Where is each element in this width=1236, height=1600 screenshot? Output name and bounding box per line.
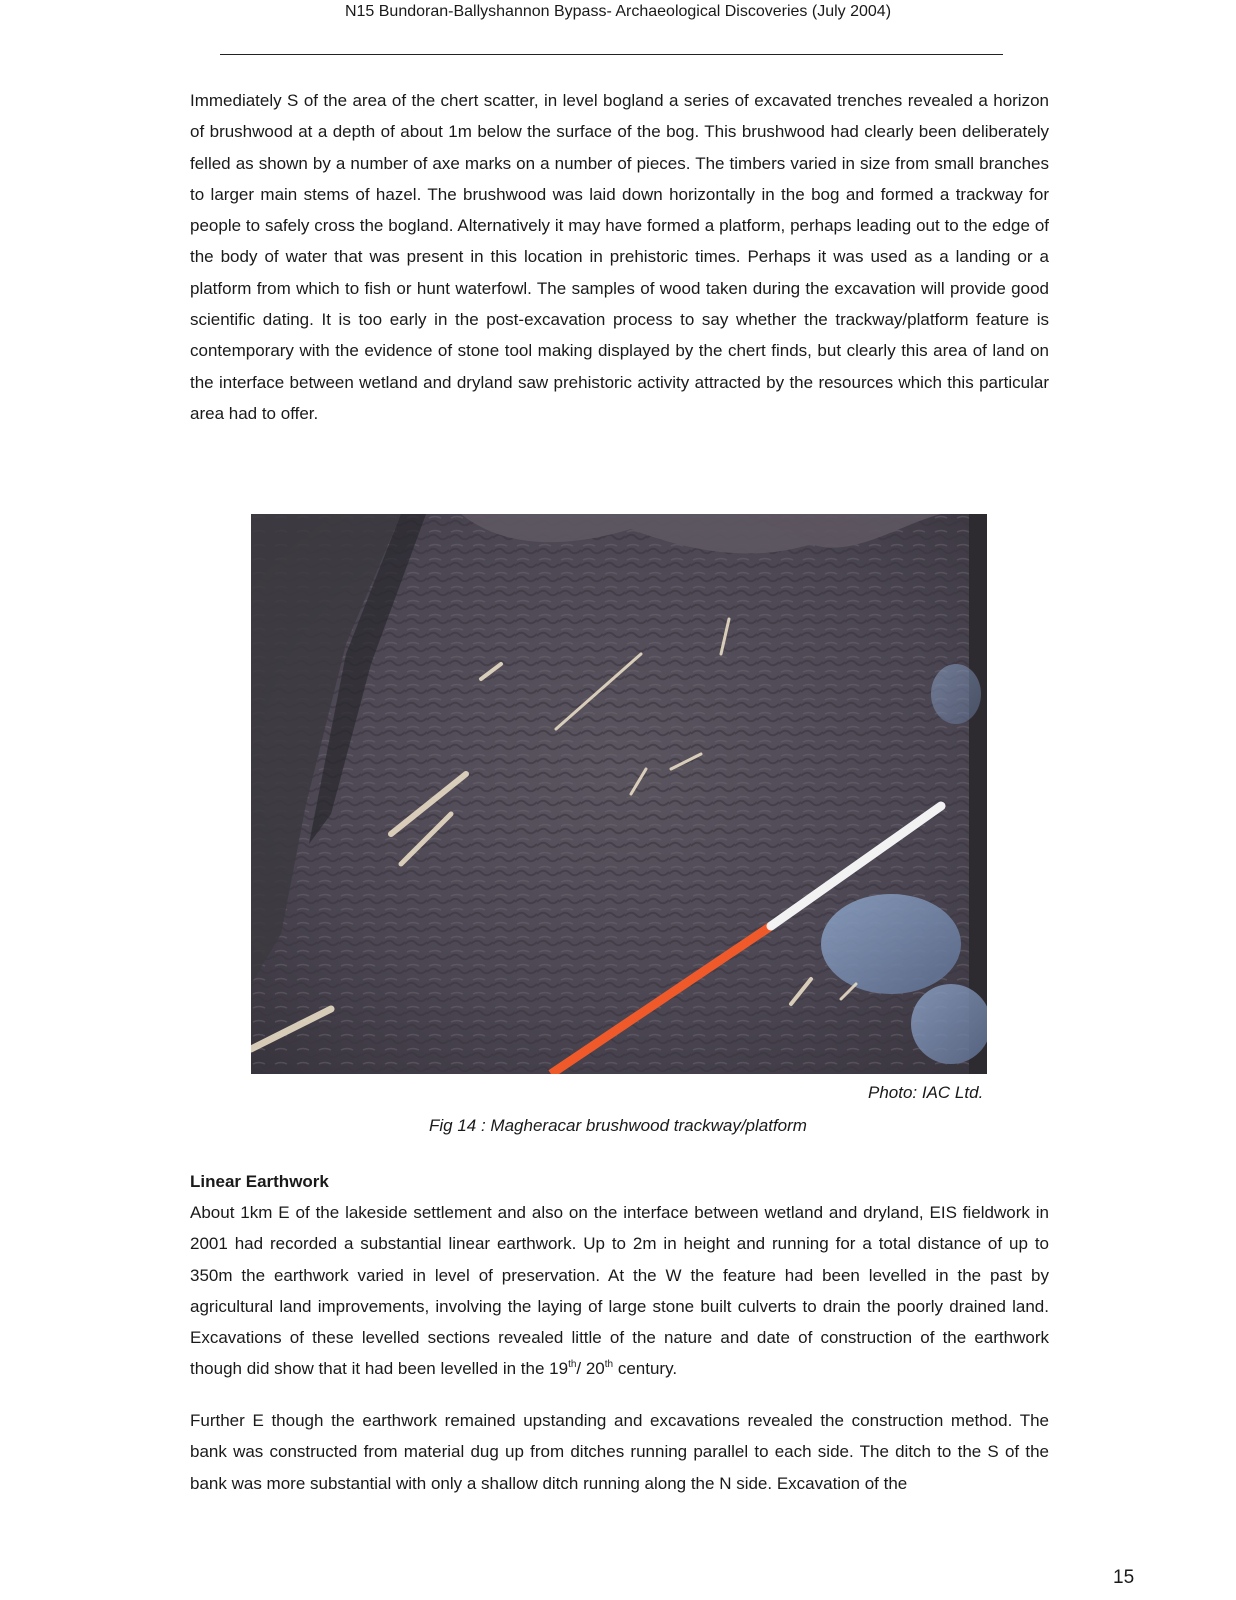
paragraph-text: / 20 [576,1359,605,1379]
body-paragraph-trackway: Immediately S of the area of the chert scatter, in level bogland a series of excavated trenches revealed a horizon of brushwood at a depth of about 1m below the surface of the bog. This brushwood had clearly been deliberately felled as shown by a number of axe marks on a number of pieces. The timbers varied in size from small branches to larger main stems of hazel. The brushwood was laid down horizontally in the bog and formed a trackway for people to safely cross the bogland. Alternatively it may have formed a platform, perhaps leading out to the edge of the body of water that was present in this location in prehistoric times. Perhaps it was used as a landing or a platform from which to fish or hunt waterfowl. The samples of wood taken during the excavation will provide good scientific dating. It is too early in the post-excavation process to say whether the trackway/platform feature is contemporary with the evidence of stone tool making displayed by the chert finds, but clearly this area of land on the interface between wetland and dryland saw prehistoric activity attracted by the resources which this particular area had to offer. [190,91,1049,423]
photo-credit: Photo: IAC Ltd. [868,1083,984,1102]
ordinal-suffix: th [568,1359,577,1371]
page-number: 15 [1113,1567,1135,1588]
body-paragraph-earthwork [190,1197,1049,1385]
excavation-photo [251,514,987,1074]
ordinal-suffix: th [604,1359,614,1371]
header-rule [220,54,1003,55]
paragraph-text: About 1km E of the lakeside settlement and also on the interface between wetland and dryland, EIS fieldwork in 2001 had recorded a substantial linear earthwork. Up to 2m in height and running for a total distance of up to 350m the earthwork varied in level of preservation. At the W the feature had been levelled in the past by agricultural land improvements, involving the laying of large stone built culverts to drain the poorly drained land. Excavations of these levelled sections revealed little of the nature and date of construction of the earthwork though did show that it had been levelled in the 19 [190,1203,1049,1379]
body-paragraph-construction: Further E though the earthwork remained upstanding and excavations revealed the construction method. The bank was constructed from material dug up from ditches running parallel to each side. The ditch to the S of the bank was more substantial with only a shallow ditch running along the N side. Excavation of the [190,1411,1049,1493]
figure-caption: Fig 14 : Magheracar brushwood trackway/platform [429,1116,807,1135]
section-heading: Linear Earthwork [190,1172,329,1191]
running-header: N15 Bundoran-Ballyshannon Bypass- Archaeological Discoveries (July 2004) [344,3,892,20]
paragraph-text: century. [613,1359,678,1379]
